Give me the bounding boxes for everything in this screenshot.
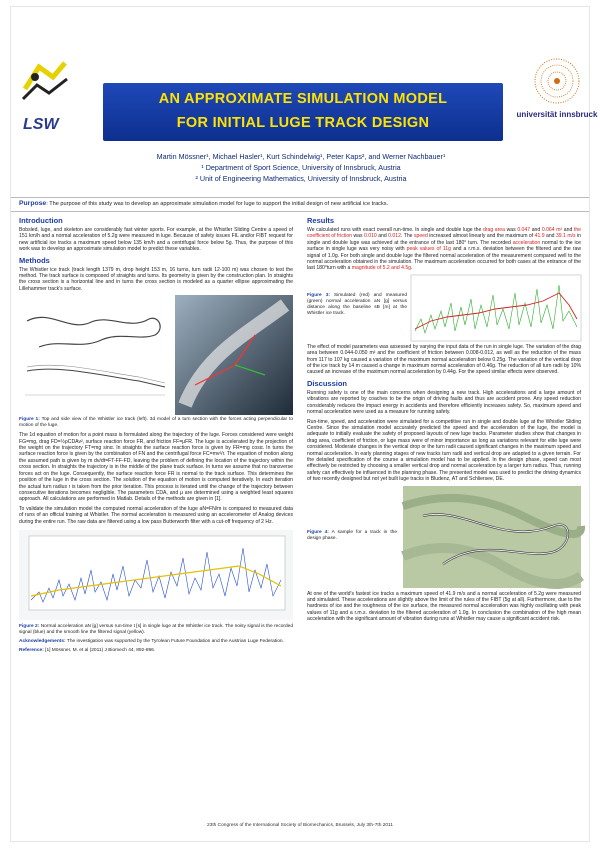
track-design-map	[403, 486, 581, 588]
right-column	[307, 214, 581, 626]
figure-3-caption: Figure 3: Simulated (red) and measured (green) normal acceleration aN [g] versus distance along the baseline sB [m] at the Whistler ice track.	[307, 292, 407, 316]
poster	[10, 6, 598, 842]
figure-1-caption: Figure 1: Top and side view of the Whistler ice track (left). 3d model of a turn section with the forces acting perpendicular to motion of the luge.	[19, 417, 293, 429]
methods-text-3: To validate the simulation model the computed normal acceleration of the luge aN=FN/m is compared to measured data of runs of an official training at Whistler. The normal acceleration is measured using an accelerometer of Analog devices during the entire run. The raw data are filtered using a low pass Butterworth filter with a cut-off frequency of 2 Hz.	[19, 505, 293, 525]
results-heading: Results	[307, 216, 335, 225]
results-text-1: We calculated runs with exact overall run-time. In single and double luge the drag area was 0.047 and 0.064 m² and the coefficient of friction was 0.010 and 0.012. The speed increased almost linearly and the maximum of 41.9 and 39.1 m/s in single and double luge was achieved at the entrance of the last 180° turn. The recorded acceleration normal to the ice surface in single luge was very noisy with peak values of 11g and a r.m.s. deviation between the filtered and the raw signal of 1.0g. For both single and double luge the filtered normal acceleration of the measurement compared well to the normal acceleration obtained in the simulation. The maximum acceleration occurred for both cases at the entrance of the last 180°turn with a magnitude of 5.2 and 4.5g.	[307, 227, 582, 272]
purpose-statement	[19, 200, 581, 208]
poster-header	[11, 7, 598, 185]
purpose-text: : The purpose of this study was to develop an approximate simulation model for luge to support the initial design of new artificial ice tracks.	[46, 201, 389, 207]
discussion-text-3: At one of the world's fastest ice tracks a maximum speed of 41.9 m/s and a normal acceleration of 5.2g were measured and simulated. These accelerations are slightly above the limit of the rules of the FIBT (5g at all). Furthermore, due to the hardness of ice and the roughness of the ice surface, the measured normal acceleration was highly oscillating with peak values of 11g and a r.m.s. deviation to the filtered acceleration of 1.0g. In conclusion the combination of the high mean acceleration with the significant amount of vibration during runs at Whistler may cause a significant accident risk.	[307, 590, 581, 623]
affiliation-2: ² Unit of Engineering Mathematics, University of Innsbruck, Austria	[195, 174, 407, 183]
divider	[11, 197, 589, 198]
introduction-text: Bobsled, luge, and skeleton are considerably fast winter sports. For example, at the Whistler Sliding Centre a speed of 151 km/h and a normal acceleration of 5.2g were measured in luge. Because of safety issues FIL and/or FIBT request for new artificial ice tracks a maximum speed below 135 km/h and a centrifugal force below 5g. Thus, the purpose of this work was to develop an approximate simulation model to predict these variables.	[19, 227, 293, 253]
figure-3	[307, 275, 581, 341]
authors-block	[71, 151, 531, 184]
discussion-text-1: Running safety is one of the main concerns when designing a new track. High accelerations and a large amount of vibrations are reported by coaches to be the origin of driving faults and thus are accident prone. Any speed reduction considerably reduces the impact energy in accidents and therefore efficiently increases safety. So, maximum speed and normal acceleration were used as a measure for running safety.	[307, 389, 581, 416]
purpose-label: Purpose	[19, 200, 47, 207]
title-banner	[103, 83, 503, 141]
track-top-side-view	[19, 301, 169, 401]
author-list: Martin Mössner¹, Michael Hasler¹, Kurt Schindelwig¹, Peter Kaps², and Werner Nachbauer¹	[156, 152, 446, 161]
figure-2-caption: Figure 2: Normal acceleration aN [g] versus run-time t [s] in single luge at the Whistler ice track. The noisy signal is the recorded signal (blue) and the smooth line the filtered signal (yellow).	[19, 624, 294, 636]
figure-4-caption: Figure 4: A sample for a track in the design phase.	[307, 529, 397, 541]
figure-4	[307, 486, 581, 588]
figure-3-acceleration-distance-plot	[411, 275, 581, 341]
university-logo	[516, 55, 598, 143]
svg-text:LSW: LSW	[23, 116, 59, 133]
conference-footer: 23th Congress of the International Society of Biomechanics, Brussels, July 3th-7th 2011	[206, 823, 394, 828]
affiliation-1: ¹ Department of Sport Science, University of Innsbruck, Austria	[201, 163, 401, 172]
methods-heading: Methods	[19, 255, 50, 265]
figure-2-acceleration-plot	[19, 530, 293, 620]
divider	[11, 211, 589, 212]
svg-text:universität innsbruck: universität innsbruck	[516, 110, 598, 119]
results-text-2: The effect of model parameters was assessed by varying the input data of the run in single luge. The variation of the drag area between 0.044-0.050 m² and the coefficient of friction between 0.008-0.012, as well as the reduction of the mass from 117 to 107 kg caused a variation of the maximum normal acceleration below 0.25g. The variation of the vertical drop of the ice track by 14 m caused a change in maximum normal acceleration of 0.46g. The reduction of all turn radii by 10% caused an increase of the maximum normal acceleration by 0.44g. For the speed similar effects were observed.	[307, 343, 581, 376]
lsw-logo	[19, 59, 71, 137]
figure-1	[19, 295, 293, 415]
title-line-1: AN APPROXIMATE SIMULATION MODEL	[158, 91, 448, 107]
left-column	[19, 214, 293, 657]
introduction-heading: Introduction	[19, 216, 63, 225]
methods-text-2: The 1d equation of motion for a point mass is formulated along the trajectory of the luge. Forces considered were weight FG=mg, drag FD=½ρCDAv², surface reaction force FR, and friction FF=μFR. The luge is accelerated by the projection of the weight on the trajectory FT=mg sinα. In straights the surface reaction force is given by FR=mg cosα. In turns the surface reaction force is given by the combination of FN and the centrifugal force FC=mv²/r. The equation of motion along the assumed path is given by m dv/dt=FT-FF-FD, leaving the problem of defining the location of the trajectory within the cross section. In straights the trajectory is in the middle of the plane track surface. In turns we assume that no transverse forces act on the luge. Consequently, the surface reaction force FR is normal to the track surface. This determines the position of the luge in the cross section. The solution of the equation of motion is computed iteratively. In each iteration the actual turn radius r is taken from the prior iteration. This process is iterated until the change of the trajectory between consecutive iterations becomes negligible. The parameters CDA, and μ are determined using a weighted least squares approach. All calculations are performed in Matlab. Details of the methods are given in [1].	[19, 432, 293, 503]
acknowledgements: Acknowledgements: The investigation was supported by the Tyrolean Future Foundation and the Austrian Luge Federation.	[19, 639, 284, 645]
title-line-2: FOR INITIAL LUGE TRACK DESIGN	[176, 115, 430, 131]
discussion-text-2: Run-time, speed, and acceleration were simulated for a competitive run in single and double luge at the Whistler Sliding Centre. Since the simulation model accurately predicted the speed and the acceleration of the luge, the model is adequate to initially evaluate the safety of proposed layouts of new luge tracks. Parameter studies show that changes in drag area, coefficient of friction, or luge mass were of minor importance as long as variations relevant for elite luge were considered. Moderate changes in the vertical drop or the turn radii caused significant changes in the maximum speed and normal acceleration. In early planning stages of new tracks turn radii and vertical drop are adapted to a given terrain. For the detailed specification of the course a simulation model has to be applied. In the design phase, speed can most effectively be restricted by choosing a smaller vertical drop and normal acceleration by a larger turn radius. Thus, running safety can effectively be influenced in the planning phase. The presented model was used to predict the driving dynamics of two recently designed but not yet built luge tracks in Bludenz, AT and Schliersee, DE.	[307, 418, 581, 483]
methods-text-1: The Whistler ice track (track length 1379 m, drop height 153 m, 16 turns, turn radii 12-100 m) was chosen to test the method. The track surface is composed of straights and turns. Its geometry is given by the construction plan. In straights the cross section is a horizontal line and in turns the cross section is modeled as a quarter ellipse approximating the Lillehammer track's surface.	[19, 266, 293, 292]
discussion-heading: Discussion	[307, 378, 348, 388]
turn-3d-render	[175, 295, 293, 415]
reference: Reference: [1] Mössner, M. et al (2011) J Biomech 44, 892-896.	[19, 648, 156, 654]
